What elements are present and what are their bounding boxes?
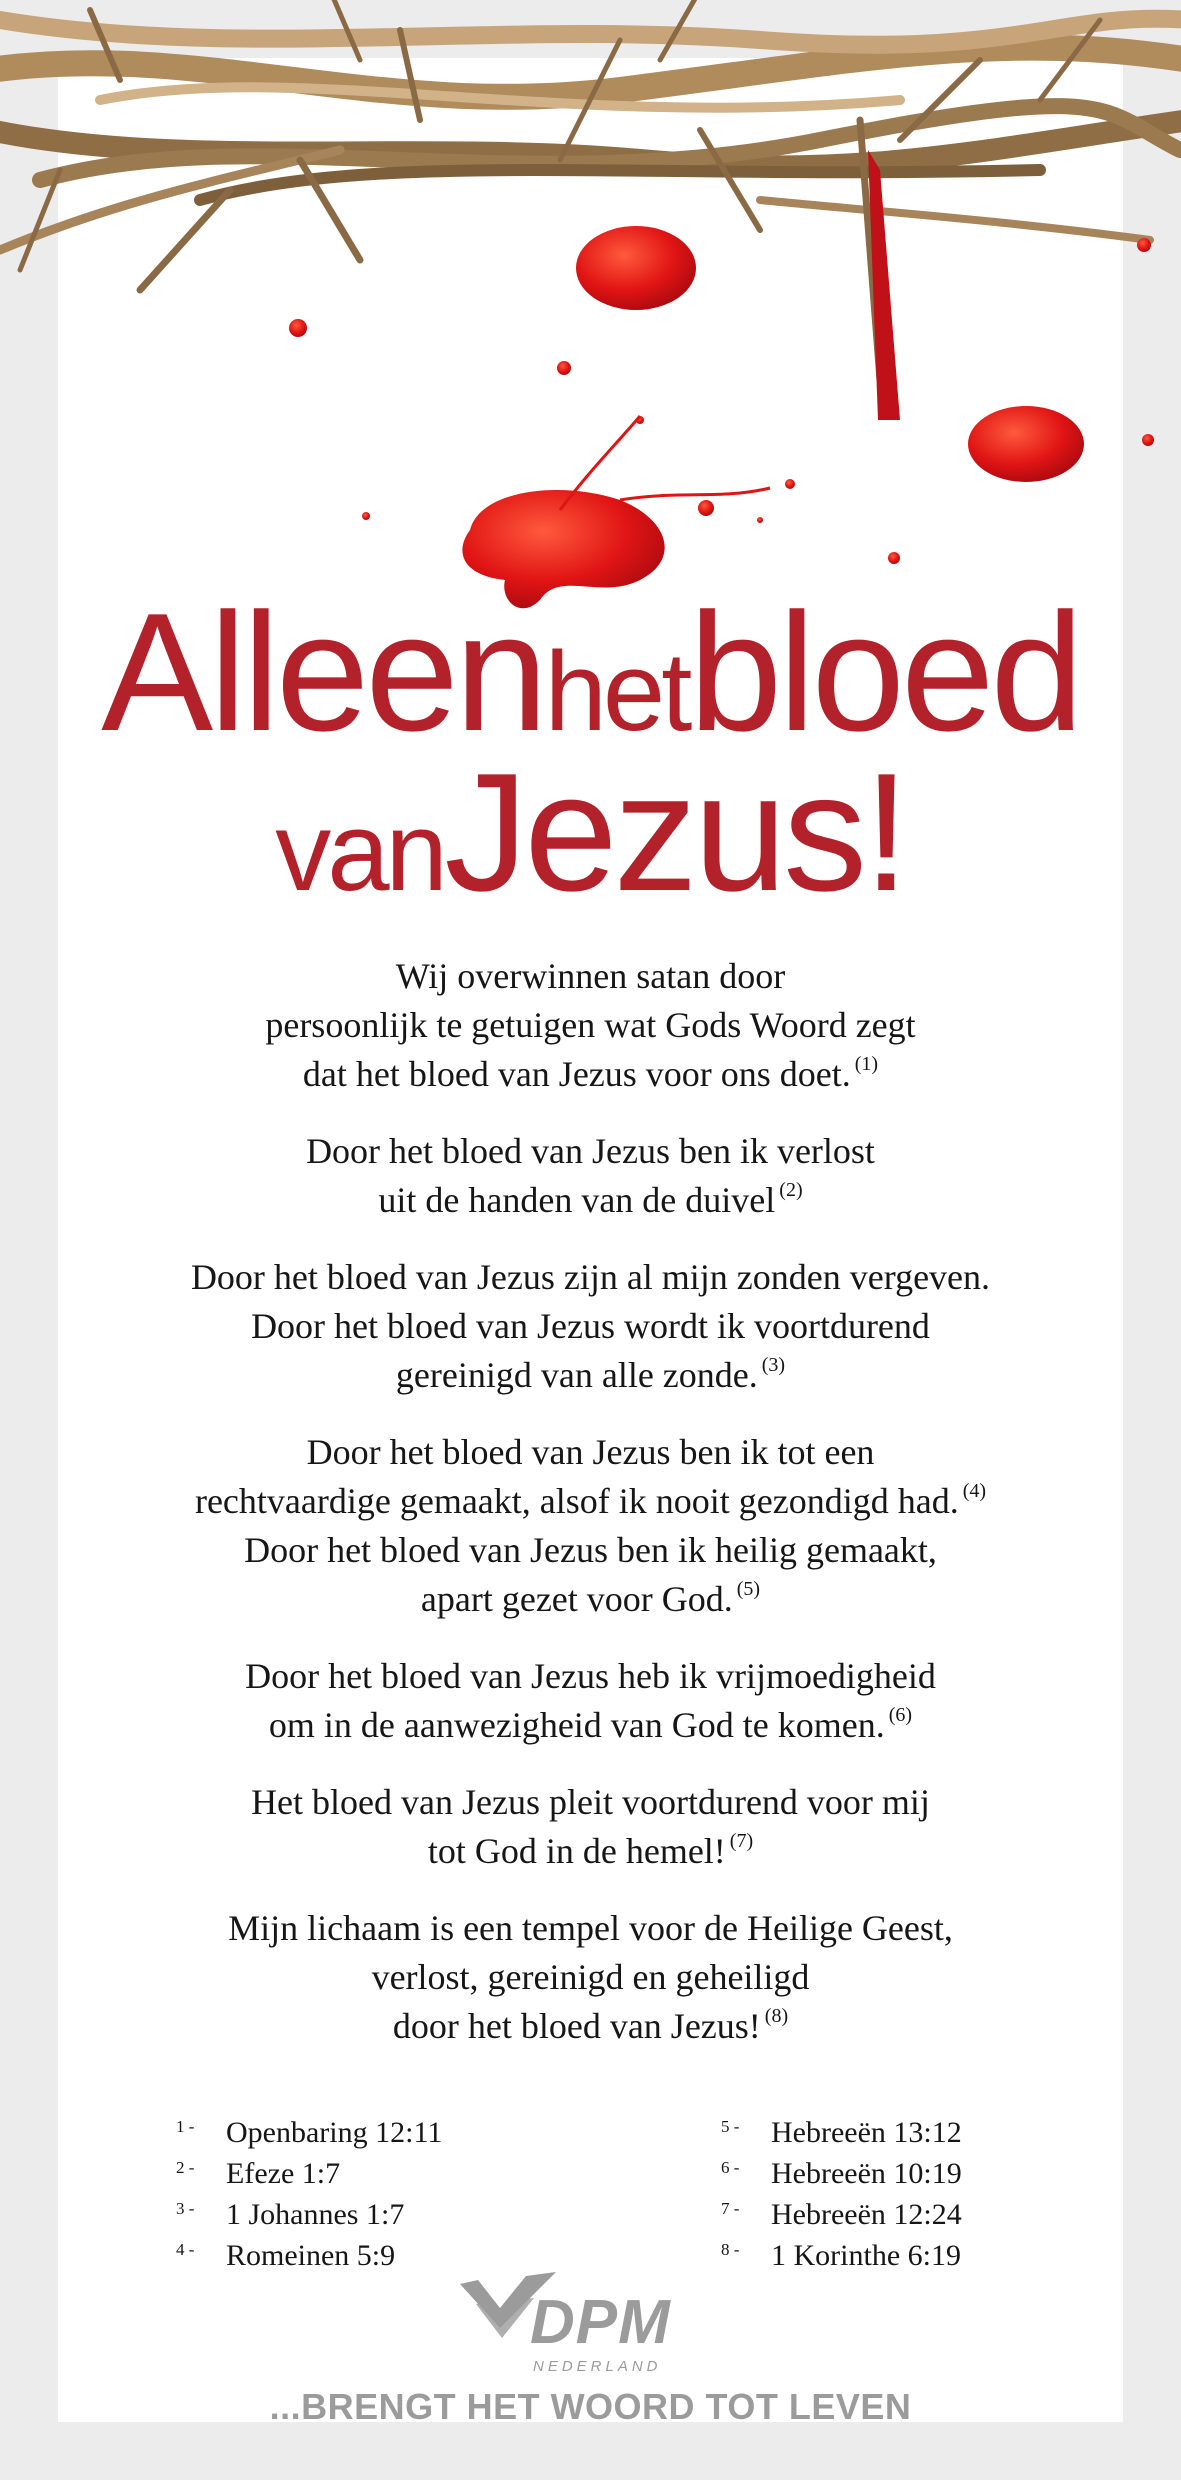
- paragraph-5: [70, 1652, 1111, 1750]
- text-line: Door het bloed van Jezus wordt ik voortdurend: [251, 1306, 930, 1346]
- title-word-jezus: Jezus!: [444, 738, 906, 926]
- text-line: dat het bloed van Jezus voor ons doet.: [302, 1054, 851, 1094]
- text-line: Door het bloed van Jezus zijn al mijn zonden vergeven.: [190, 1257, 991, 1297]
- reference-number: 2 -: [176, 2158, 195, 2177]
- body-text: [70, 952, 1111, 2079]
- reference-number: 5 -: [721, 2117, 740, 2136]
- reference-text: Romeinen 5:9: [226, 2239, 396, 2272]
- reference-item: [176, 2235, 576, 2276]
- text-line: Mijn lichaam is een tempel voor de Heilige Geest,: [228, 1908, 953, 1948]
- paragraph-2: [70, 1127, 1111, 1225]
- footnote-ref: (6): [888, 1704, 913, 1726]
- reference-number: 8 -: [721, 2240, 740, 2259]
- references-left-column: [176, 2112, 576, 2276]
- reference-text: Hebreeën 13:12: [771, 2116, 962, 2149]
- reference-item: [721, 2194, 1121, 2235]
- footnote-ref: (7): [729, 1830, 754, 1852]
- reference-number: 4 -: [176, 2240, 195, 2259]
- reference-item: [721, 2235, 1121, 2276]
- text-line: Door het bloed van Jezus ben ik verlost: [306, 1131, 875, 1171]
- footnote-ref: (8): [764, 2005, 789, 2027]
- paragraph-6: [70, 1778, 1111, 1876]
- text-line: Wij overwinnen satan door: [395, 956, 786, 996]
- reference-item: [721, 2112, 1121, 2153]
- reference-number: 3 -: [176, 2199, 195, 2218]
- reference-text: 1 Johannes 1:7: [226, 2198, 405, 2231]
- paragraph-7: [70, 1904, 1111, 2051]
- title-word-alleen: Alleen: [101, 578, 545, 766]
- reference-text: Hebreeën 10:19: [771, 2157, 962, 2190]
- reference-number: 6 -: [721, 2158, 740, 2177]
- text-line: Door het bloed van Jezus heb ik vrijmoedigheid: [245, 1656, 936, 1696]
- title-word-het: het: [544, 629, 689, 754]
- references-right-column: [721, 2112, 1121, 2276]
- footnote-ref: (1): [854, 1053, 879, 1075]
- text-line: rechtvaardige gemaakt, alsof ik nooit gezondigd had.: [194, 1481, 959, 1521]
- crown-of-thorns-illustration: [0, 0, 1181, 640]
- reference-item: [176, 2194, 576, 2235]
- footnote-ref: (2): [779, 1179, 803, 1201]
- text-line: verlost, gereinigd en geheiligd: [371, 1957, 810, 1997]
- logo-subtitle: NEDERLAND: [533, 2358, 662, 2375]
- reference-item: [721, 2153, 1121, 2194]
- footnote-ref: (3): [761, 1354, 786, 1376]
- text-line: tot God in de hemel!: [427, 1831, 726, 1871]
- paragraph-3: [70, 1253, 1111, 1400]
- reference-text: Openbaring 12:11: [226, 2116, 443, 2149]
- text-line: persoonlijk te getuigen wat Gods Woord zegt: [265, 1005, 916, 1045]
- text-line: om in de aanwezigheid van God te komen.: [268, 1705, 885, 1745]
- text-line: Door het bloed van Jezus ben ik tot een: [306, 1432, 875, 1472]
- title-word-van: van: [275, 789, 444, 914]
- reference-text: 1 Korinthe 6:19: [771, 2239, 961, 2272]
- text-line: uit de handen van de duivel: [378, 1180, 776, 1220]
- reference-item: [176, 2153, 576, 2194]
- text-line: apart gezet voor God.: [420, 1579, 733, 1619]
- title-line-1: [0, 578, 1181, 766]
- reference-text: Efeze 1:7: [226, 2157, 341, 2190]
- footnote-ref: (5): [736, 1578, 761, 1600]
- paragraph-1: [70, 952, 1111, 1099]
- footnote-ref: (4): [962, 1480, 987, 1502]
- text-line: Door het bloed van Jezus ben ik heilig gemaakt,: [244, 1530, 937, 1570]
- title-line-2: [0, 738, 1181, 926]
- text-line: gereinigd van alle zonde.: [395, 1355, 758, 1395]
- reference-text: Hebreeën 12:24: [771, 2198, 962, 2231]
- reference-number: 1 -: [176, 2117, 195, 2136]
- reference-number: 7 -: [721, 2199, 740, 2218]
- text-line: Het bloed van Jezus pleit voortdurend voor mij: [251, 1782, 930, 1822]
- tagline: ...BRENGT HET WOORD TOT LEVEN: [269, 2386, 912, 2427]
- logo-wordmark: DPM: [530, 2288, 671, 2357]
- reference-item: [176, 2112, 576, 2153]
- paragraph-4: [70, 1428, 1111, 1624]
- title-word-bloed: bloed: [688, 578, 1080, 766]
- text-line: door het bloed van Jezus!: [392, 2006, 761, 2046]
